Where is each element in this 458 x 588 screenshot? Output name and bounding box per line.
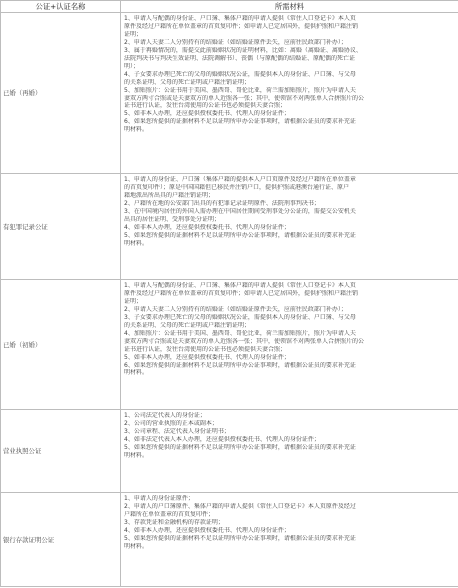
material-line: 2、申请人夫妻二人分别持有的结婚证（如结婚证原件丢失，应前往民政部门补办）； [124, 38, 347, 46]
table-row [1, 280, 458, 410]
material-line: 明材料。 [124, 542, 149, 550]
header-name: 公证+认证名称 [1, 1, 121, 13]
material-line: 6、如果您所提供的证据材料不足以证明所申办公证事项时，请根据公证员的要求补充证 [124, 118, 356, 126]
material-line: 妻双方两寸合照或是夫妻双方的单人近照各一张；其中，使领馆不对两张单人合拼照片的公 [124, 337, 365, 345]
material-line: 原件及经过户籍所在单位盖章的首页复印件；如申请人已定居国外，提供护照和户籍注销 [124, 289, 359, 297]
header-materials: 所需材料 [121, 1, 458, 13]
material-line: 法院判决书与判决生效证明、法院调解书）、丧偶（与原配偶的结婚证、原配偶的死亡证 [124, 54, 356, 62]
material-line: 证明； [124, 30, 143, 38]
row-name: 有犯罪记录公证 [1, 174, 121, 280]
material-line: 3、子女要求办理已死亡的父母的婚姻状况公证，需提供本人的身份证、户口簿、与父母 [124, 313, 356, 321]
material-line: 4、加贴照片：公证书用于美国、墨西哥、哥伦比亚，荷兰需加贴照片，照片为申请人夫 [124, 329, 356, 337]
material-line: 明材料。 [124, 369, 149, 377]
material-line: 的首页复印件）；原是中国国籍但已移民并注销户口，提供护照或港澳台通行证、原户 [124, 183, 350, 191]
material-line: 明材料。 [124, 451, 149, 459]
row-materials [121, 13, 458, 174]
row-materials [121, 410, 458, 493]
table-header-row [1, 1, 458, 13]
material-line: 5、如非本人办理，还应提供授权委托书、代理人的身份证件； [124, 110, 290, 118]
table-row [1, 13, 458, 174]
material-line: 1、申请人与配偶的身份证、户口簿、集体户籍的申请人提供《常住人口登记卡》本人页 [124, 282, 356, 289]
material-line: 证明； [124, 297, 143, 305]
material-line: 4、子女要求办理已死亡的父母的婚姻状况公证，需提供本人的身份证、户口簿、与父母 [124, 70, 356, 78]
row-name: 银行存款证明公证 [1, 493, 121, 587]
material-line: 的关系证明、父母的死亡证明或户籍注销证明； [124, 78, 251, 86]
row-name: 已婚（再婚） [1, 13, 121, 174]
material-line: 2、申请人夫妻二人分别持有的结婚证（如结婚证原件丢失，应前往民政部门补办）； [124, 305, 347, 313]
material-line: 1、申请人与配偶的身份证、户口簿、集体户籍的申请人提供《常住人口登记卡》本人页 [124, 15, 356, 22]
material-line: 1、申请人的身份证原件； [124, 495, 194, 502]
table-row [1, 493, 458, 587]
material-line: 原件及经过户籍所在单位盖章的首页复印件；如申请人已定居国外，提供护照和户籍注销 [124, 22, 359, 30]
material-line: 5、如果您所提供的证据材料不足以证明所申办公证事项时，请根据公证员的要求补充证 [124, 231, 356, 239]
material-line: 3、属于再婚情况的，需提交此前婚姻状况的证明材料，比如：离婚（离婚证、离婚协议、 [124, 46, 362, 54]
material-line: 妻双方两寸合照或是夫妻双方的单人近照各一张；其中，使领馆不对两张单人合拼照片的公 [124, 94, 365, 102]
material-line: 6、如果您所提供的证据材料不足以证明所申办公证事项时，请根据公证员的要求补充证 [124, 361, 356, 369]
material-line: 2、户籍所在地的公安部门出具的有犯罪记录证明原件、法院刑事判决书； [124, 199, 320, 207]
material-line: 2、公司的营业执照的正本或副本； [124, 419, 218, 427]
table-row [1, 174, 458, 280]
material-line: 户籍所在单位盖章的首页复印件； [124, 510, 215, 518]
table-body [1, 13, 458, 587]
row-materials [121, 280, 458, 410]
material-line: 3、存款凭证和金融机构的存款证明； [124, 518, 224, 526]
row-materials [121, 174, 458, 280]
material-line: 的关系证明、父母的死亡证明或户籍注销证明； [124, 321, 251, 329]
material-line: 5、如非本人办理，还应提供授权委托书、代理人的身份证件； [124, 353, 290, 361]
row-name: 已婚（初婚） [1, 280, 121, 410]
material-line: 出具的居住证明、受刑事处分证明； [124, 215, 221, 223]
table-row [1, 410, 458, 493]
row-name: 营业执照公证 [1, 410, 121, 493]
material-line: 4、如非法定代表人本人办理，还应提供授权委托书、代理人的身份证件； [124, 435, 320, 443]
material-line: 明）； [124, 62, 140, 70]
material-line: 1、申请人的身份证、户口簿（集体户籍的提供本人户口页原件及经过户籍所在单位盖章 [124, 176, 356, 183]
material-line: 4、如非本人办理，还应提供授权委托书、代理人的身份证件； [124, 223, 290, 231]
material-line: 5、如果您所提供的证据材料不足以证明所申办公证事项时，请根据公证员的要求补充证 [124, 534, 356, 542]
material-line: 1、公司法定代表人的身份证； [124, 412, 206, 419]
material-line: 籍地派出所出具的户籍注销证明； [124, 191, 215, 199]
material-line: 2、申请人的户口簿原件、集体户籍的申请人提供《常住人口登记卡》本人页原件及经过 [124, 502, 356, 510]
row-materials [121, 493, 458, 587]
material-line: 3、公司章程、法定代表人身份证明书； [124, 427, 230, 435]
material-line: 明材料。 [124, 239, 149, 247]
material-line: 5、如果您所提供的证据材料不足以证明所申办公证事项时，请根据公证员的要求补充证 [124, 443, 356, 451]
material-line: 证书进行认证，发往台湾使用的公证书也必须提供夫妻合照； [124, 102, 287, 110]
material-line: 明材料。 [124, 126, 149, 134]
material-line: 3、在中国境内居住的外国人需办理在中国居住期间受刑事处分公证的，需提交公安机关 [124, 207, 356, 215]
material-line: 证书进行认证，发往台湾使用的公证书也必须提供夫妻合照； [124, 345, 287, 353]
material-line: 4、如非本人办理，还应提供授权委托书、代理人的身份证件； [124, 526, 290, 534]
material-line: 5、加贴照片：公证书用于美国、墨西哥、哥伦比亚，荷兰需加贴照片，照片为申请人夫 [124, 86, 356, 94]
